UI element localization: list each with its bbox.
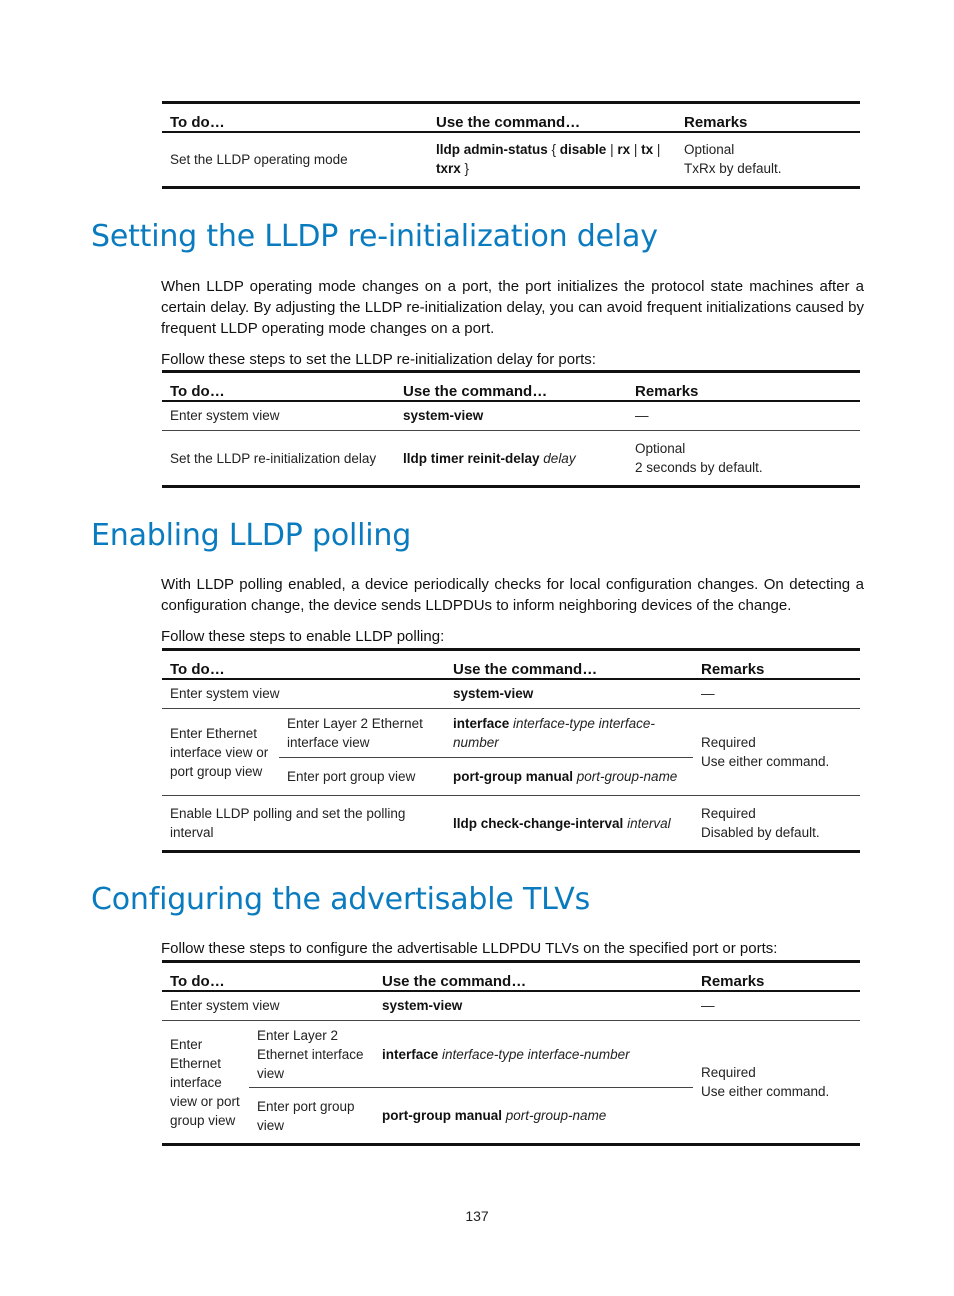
table-row [162, 401, 860, 431]
col-header-remarks: Remarks [701, 660, 765, 678]
command-cell: system-view [445, 679, 693, 709]
section-paragraph: When LLDP operating mode changes on a port, the port initializes the protocol state machines after a certain delay. By adjusting the LLDP re-initialization delay, you can avoid frequent initializations caused by frequent LLDP operating mode changes on a port. [161, 278, 864, 337]
remarks-cell: Optional TxRx by default. [684, 142, 782, 177]
table-row [162, 796, 860, 852]
remarks-cell: Optional 2 seconds by default. [635, 441, 763, 475]
col-header-todo: To do… [170, 972, 225, 990]
table-row [162, 1021, 860, 1088]
remarks-cell: — [693, 679, 860, 709]
todo-cell: Enable LLDP polling and set the polling interval [170, 806, 406, 840]
todo-cell: Set the LLDP re-initialization delay [170, 450, 377, 466]
section-title-lldp-polling: Enabling LLDP polling [91, 518, 412, 553]
command-cell: lldp timer reinit-delay delay [403, 450, 576, 466]
command-cell: interface interface-type interface-number [445, 709, 693, 758]
table-row [162, 991, 860, 1021]
todo-cell: Enter system view [162, 991, 374, 1021]
page-number: 137 [465, 1208, 489, 1224]
operating-mode-table [162, 101, 860, 189]
todo-cell: Set the LLDP operating mode [170, 151, 348, 167]
subtask-cell: Enter Layer 2 Ethernet interface view [249, 1021, 374, 1088]
col-header-todo: To do… [170, 113, 225, 131]
col-header-remarks: Remarks [684, 113, 748, 131]
col-header-todo: To do… [170, 382, 225, 400]
col-header-command: Use the command… [382, 972, 527, 990]
subtask-cell: Enter port group view [257, 1098, 355, 1133]
reinit-delay-table [162, 370, 860, 488]
command-cell: port-group manual port-group-name [445, 758, 693, 796]
col-header-remarks: Remarks [701, 972, 765, 990]
remarks-cell: Required Disabled by default. [701, 806, 820, 840]
section-title-advertisable-tlvs: Configuring the advertisable TLVs [91, 882, 591, 917]
col-header-command: Use the command… [436, 113, 581, 131]
section-paragraph: With LLDP polling enabled, a device periodically checks for local configuration changes. On detecting a configuration change, the device sends LLDPDUs to inform neighboring devices of the change. [161, 576, 864, 614]
command-cell: port-group manual port-group-name [382, 1108, 607, 1123]
table-row [162, 132, 860, 188]
table-intro: Follow these steps to enable LLDP polling: [161, 628, 445, 645]
remarks-cell: Required Use either command. [701, 1065, 830, 1099]
col-header-todo: To do… [170, 660, 225, 678]
advertisable-tlvs-table [162, 960, 860, 1146]
col-header-command: Use the command… [403, 382, 548, 400]
subtask-cell: Enter port group view [279, 758, 445, 796]
col-header-remarks: Remarks [635, 382, 699, 400]
todo-cell: Enter Ethernet interface view or port group view [162, 709, 279, 796]
todo-cell: Enter system view [162, 679, 445, 709]
table-intro: Follow these steps to configure the advertisable LLDPDU TLVs on the specified port or ports: [161, 940, 778, 957]
col-header-command: Use the command… [453, 660, 598, 678]
lldp-polling-table [162, 648, 860, 853]
remarks-cell: — [693, 991, 860, 1021]
table-row [162, 709, 860, 758]
todo-cell: Enter system view [162, 401, 395, 431]
command-cell: interface interface-type interface-number [374, 1021, 693, 1088]
command-cell: lldp check-change-interval interval [453, 815, 671, 831]
table-intro: Follow these steps to set the LLDP re-initialization delay for ports: [161, 351, 596, 368]
remarks-cell: Required Use either command. [693, 709, 860, 796]
todo-cell: Enter Ethernet interface view or port group view [170, 1036, 240, 1128]
table-row [162, 431, 860, 487]
command-cell: lldp admin-status { disable | rx | tx | txrx } [436, 142, 661, 177]
remarks-cell: — [627, 401, 860, 431]
subtask-cell: Enter Layer 2 Ethernet interface view [279, 709, 445, 758]
section-title-reinit-delay: Setting the LLDP re-initialization delay [91, 219, 658, 254]
command-cell: system-view [374, 991, 693, 1021]
command-cell: system-view [395, 401, 627, 431]
table-row [162, 679, 860, 709]
